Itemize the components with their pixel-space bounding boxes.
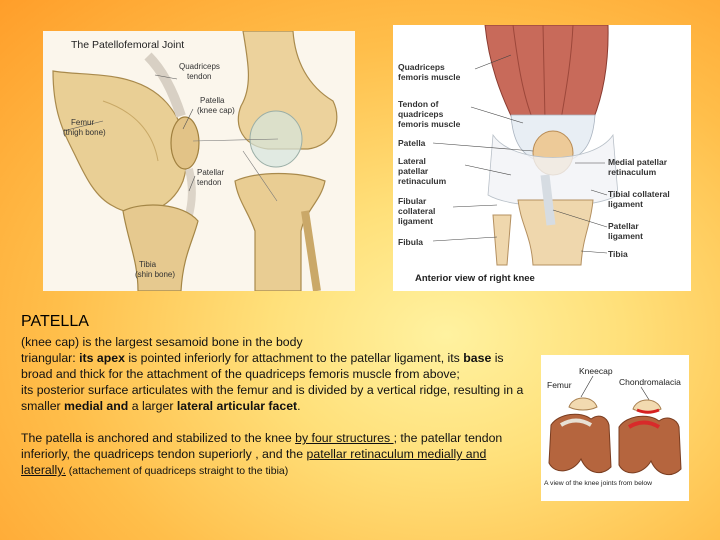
label-patella-2: (knee cap) bbox=[197, 106, 235, 115]
label-quadriceps-tendon-1: Quadriceps bbox=[179, 62, 220, 71]
label-tibia-2: (shin bone) bbox=[135, 270, 176, 279]
line-sesamoid: (knee cap) is the largest sesamoid bone in the body bbox=[21, 335, 303, 349]
kneecap-caption: A view of the knee joints from below bbox=[544, 480, 653, 487]
label-quadriceps-muscle-1: Quadriceps bbox=[398, 62, 445, 72]
label-tibia-right: Tibia bbox=[608, 249, 628, 259]
label-fibula: Fibula bbox=[398, 237, 424, 247]
kneecap-left bbox=[569, 398, 597, 410]
quadriceps-muscle bbox=[485, 25, 608, 120]
label-quadriceps-tendon-2: tendon bbox=[187, 72, 212, 81]
text-span: its posterior surface articulates with the femur and is divided by a vertical ridge, resulting in a smaller bbox=[21, 383, 524, 413]
text-span: triangular: bbox=[21, 351, 80, 365]
label-patellar-ligament-1: Patellar bbox=[608, 221, 639, 231]
paragraph-stabilization bbox=[21, 430, 531, 479]
label-medial-retinaculum-2: retinaculum bbox=[608, 167, 657, 177]
label-patellar-ligament-2: ligament bbox=[608, 231, 643, 241]
label-lateral-retinaculum-2: patellar bbox=[398, 166, 429, 176]
bold-lateral: lateral articular facet bbox=[176, 399, 298, 413]
label-medial-retinaculum-1: Medial patellar bbox=[608, 157, 668, 167]
patellofemoral-joint-illustration bbox=[43, 31, 355, 291]
text-span: is pointed inferiorly for attachment to the patellar ligament, its bbox=[124, 351, 464, 365]
label-tibial-ligament-2: ligament bbox=[608, 199, 643, 209]
underlined-retinaculum: patellar retinaculum medially and laterally. bbox=[21, 447, 487, 477]
label-lateral-retinaculum-3: retinaculum bbox=[398, 176, 447, 186]
text-span: ; the patellar tendon inferiorly, the quadriceps tendon superiorly , and the bbox=[21, 431, 503, 461]
label-tendon-quadriceps-2: quadriceps bbox=[398, 109, 444, 119]
chondromalacia-illustration bbox=[541, 355, 689, 501]
label-tendon-quadriceps-3: femoris muscle bbox=[398, 119, 461, 129]
label-chondromalacia: Chondromalacia bbox=[619, 377, 681, 387]
label-fibular-ligament-3: ligament bbox=[398, 216, 433, 226]
patella-description bbox=[21, 312, 531, 479]
paragraph-shape bbox=[21, 350, 531, 382]
label-patella-1: Patella bbox=[200, 96, 225, 105]
bold-base: base bbox=[463, 351, 492, 365]
label-femur-1: Femur bbox=[71, 118, 95, 127]
label-femur-2: (thigh bone) bbox=[63, 128, 106, 137]
femur-condyle-left bbox=[549, 414, 611, 472]
figure-title: The Patellofemoral Joint bbox=[71, 39, 185, 51]
text-span: . bbox=[297, 399, 301, 413]
label-patella-right: Patella bbox=[398, 138, 426, 148]
label-patellar-tendon-2: tendon bbox=[197, 178, 222, 187]
small-note: (attachement of quadriceps straight to the tibia) bbox=[65, 465, 289, 477]
label-tibial-ligament-1: Tibial collateral bbox=[608, 189, 670, 199]
tibia-right bbox=[518, 200, 593, 265]
patellar-tendon-side bbox=[188, 169, 192, 219]
label-tendon-quadriceps-1: Tendon of bbox=[398, 99, 439, 109]
text-span: a larger bbox=[128, 399, 177, 413]
underlined-four-structures: by four structures bbox=[295, 431, 394, 445]
bold-medial: medial and bbox=[64, 399, 129, 413]
label-fibular-ligament-1: Fibular bbox=[398, 196, 427, 206]
paragraph-facets bbox=[21, 382, 531, 414]
section-title: PATELLA bbox=[21, 313, 89, 330]
label-kneecap: Kneecap bbox=[579, 366, 613, 376]
label-lateral-retinaculum-1: Lateral bbox=[398, 156, 426, 166]
label-patellar-tendon-1: Patellar bbox=[197, 168, 225, 177]
figure-caption-anterior: Anterior view of right knee bbox=[415, 273, 535, 284]
fibula-right bbox=[493, 215, 511, 265]
label-quadriceps-muscle-2: femoris muscle bbox=[398, 72, 461, 82]
text-span: The patella is anchored and stabilized to the knee bbox=[21, 431, 296, 445]
label-femur-kneecap: Femur bbox=[547, 380, 572, 390]
bold-apex: its apex bbox=[79, 351, 125, 365]
anterior-knee-illustration bbox=[393, 25, 691, 291]
text-span: is broad and thick for the attachment of the quadriceps femoris muscle from above; bbox=[21, 351, 504, 381]
label-fibular-ligament-2: collateral bbox=[398, 206, 436, 216]
label-tibia-1: Tibia bbox=[139, 260, 157, 269]
